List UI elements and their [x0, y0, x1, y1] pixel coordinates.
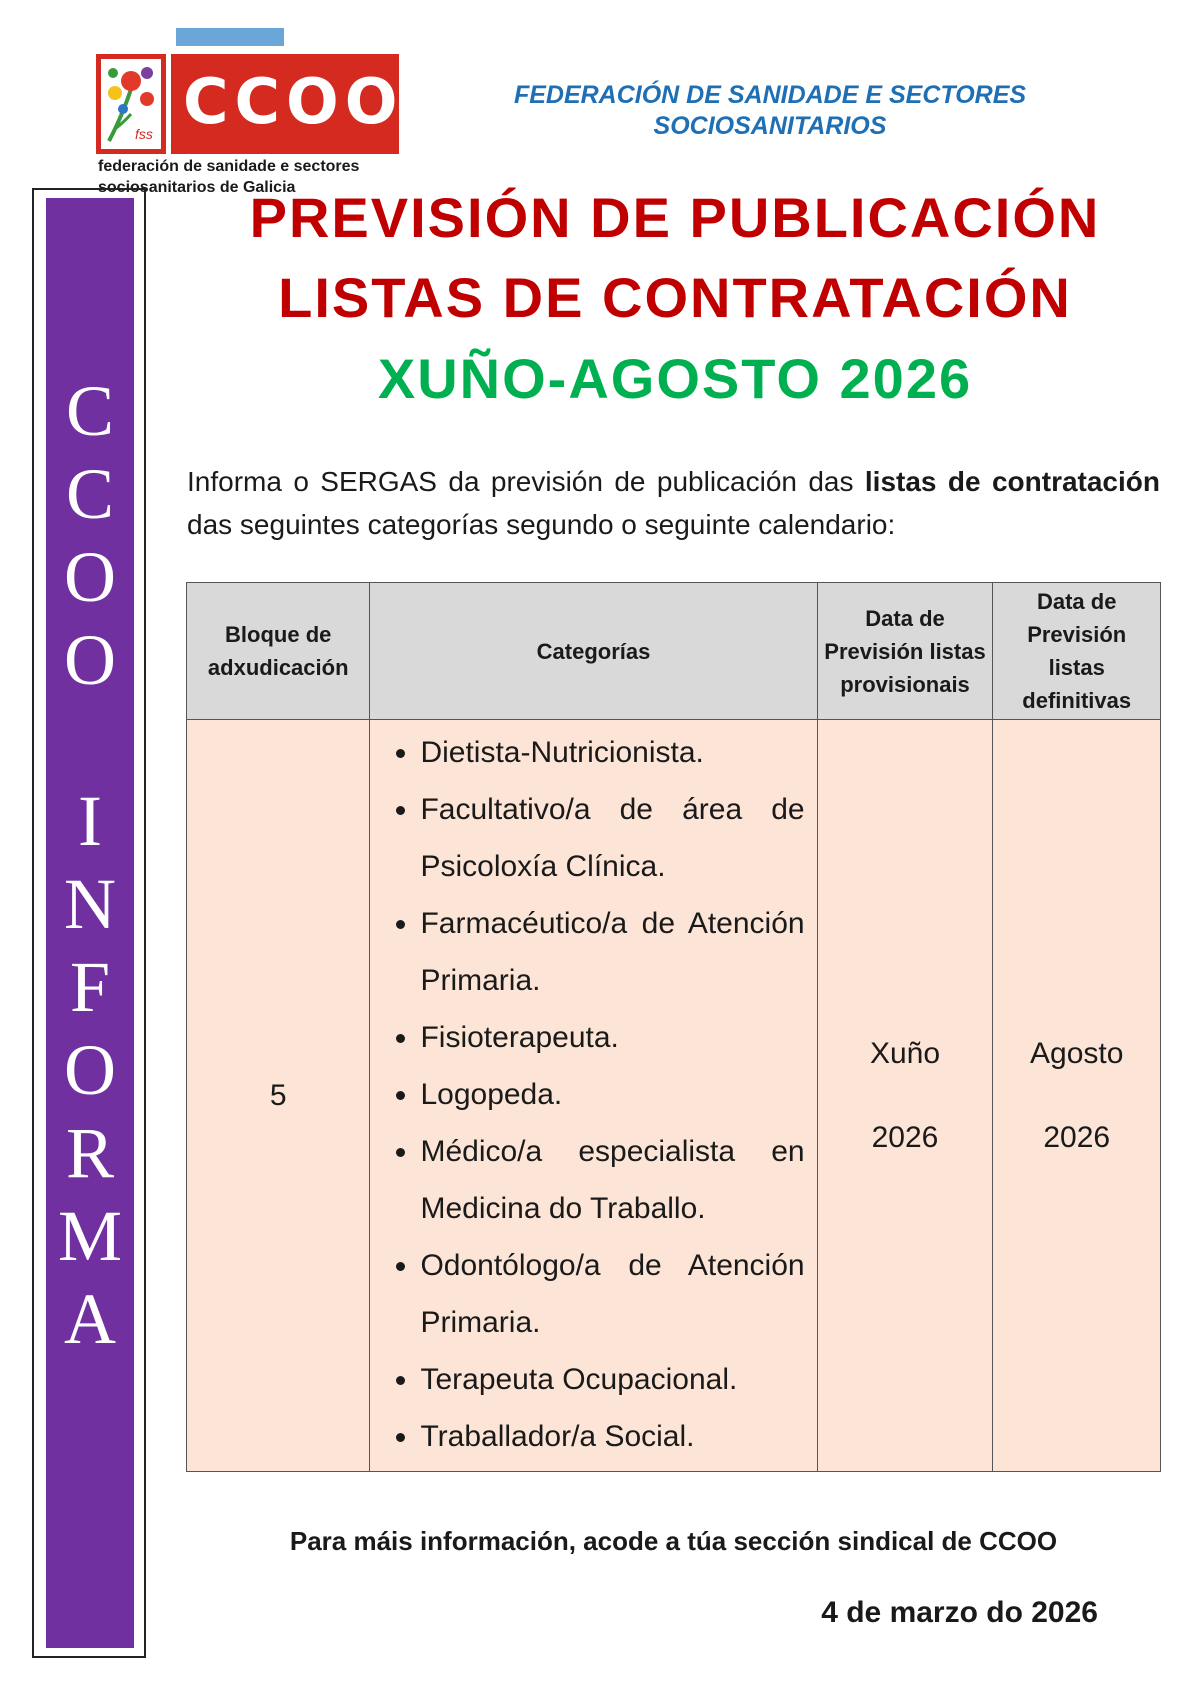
emblem-label: fss: [135, 126, 153, 142]
banner-letter: O: [64, 620, 116, 700]
flower-emblem-icon: [96, 54, 166, 154]
intro-text-2: das seguintes categorías segundo o seguinte calendario:: [187, 509, 896, 540]
title-line2: LISTAS DE CONTRATACIÓN: [278, 266, 1072, 329]
side-banner: [46, 198, 134, 1648]
title-period: XUÑO-AGOSTO 2026: [377, 347, 973, 410]
schedule-table: [186, 582, 1161, 1472]
category-item: • Dietista-Nutricionista.: [420, 724, 804, 781]
category-item: • Traballador/a Social.: [420, 1408, 804, 1465]
category-item: • Odontólogo/a de Atención Primaria.: [420, 1237, 804, 1351]
banner-letter: O: [64, 1030, 116, 1110]
federation-header: [470, 80, 1070, 142]
intro-bold-text: listas de contratación: [864, 466, 1160, 497]
header-block: Bloque de adxudicación: [187, 583, 370, 720]
category-item: • Facultativo/a de área de Psicoloxía Clínica.: [420, 781, 804, 895]
provisional-month: Xuño: [869, 1036, 941, 1070]
provisional-date-cell: [817, 720, 993, 1472]
category-item: • Farmacéutico/a de Atención Primaria.: [420, 895, 804, 1009]
logo-subtitle-line2: sociosanitarios de Galicia: [98, 179, 296, 196]
block-number: 5: [187, 720, 370, 1472]
definitive-month: Agosto: [1030, 1036, 1124, 1070]
category-item: • Médico/a especialista en Medicina do Traballo.: [420, 1123, 804, 1237]
intro-text-1: Informa o SERGAS da previsión de publicación das: [187, 466, 865, 497]
federation-line2: SOCIOSANITARIOS: [653, 112, 887, 140]
ccoo-logo: [96, 28, 406, 196]
banner-letter: F: [69, 947, 111, 1027]
banner-letter: C: [65, 371, 115, 451]
intro-paragraph: [187, 460, 1160, 546]
banner-letter: C: [65, 454, 115, 534]
side-banner-letters: [46, 370, 134, 1361]
categories-list: [380, 724, 804, 1465]
category-item: • Logopeda.: [420, 1066, 804, 1123]
logo-brand-text: CCOO: [183, 65, 404, 138]
logo-blue-bar: [176, 28, 284, 46]
banner-letter: N: [64, 864, 116, 944]
header-categories: Categorías: [370, 583, 817, 720]
federation-line1: FEDERACIÓN DE SANIDADE E SECTORES: [513, 81, 1027, 109]
definitive-date-cell: [993, 720, 1161, 1472]
footer-info: Para máis información, acode a túa sección sindical de CCOO: [289, 1526, 1058, 1556]
provisional-year: 2026: [871, 1120, 939, 1154]
header-provisional: Data de Previsión listas provisionais: [817, 583, 993, 720]
table-header-row: [187, 583, 1161, 720]
category-item: • Terapeuta Ocupacional.: [420, 1351, 804, 1408]
document-date: 4 de marzo do 2026: [821, 1596, 1098, 1629]
banner-letter: M: [57, 1196, 123, 1276]
definitive-year: 2026: [1043, 1120, 1111, 1154]
logo-subtitle-line1: federación de sanidade e sectores: [98, 158, 360, 175]
banner-letter: R: [65, 1113, 115, 1193]
title-line1: PREVISIÓN DE PUBLICACIÓN: [249, 186, 1101, 249]
banner-letter: I: [78, 781, 102, 861]
categories-cell: [370, 720, 817, 1472]
banner-gap: [46, 702, 134, 780]
side-banner-frame: [32, 188, 146, 1658]
category-item: • Fisioterapeuta.: [420, 1009, 804, 1066]
banner-letter: A: [64, 1279, 116, 1359]
table-row: [187, 720, 1161, 1472]
header-definitive: Data de Previsión listas definitivas: [993, 583, 1161, 720]
banner-letter: O: [64, 537, 116, 617]
